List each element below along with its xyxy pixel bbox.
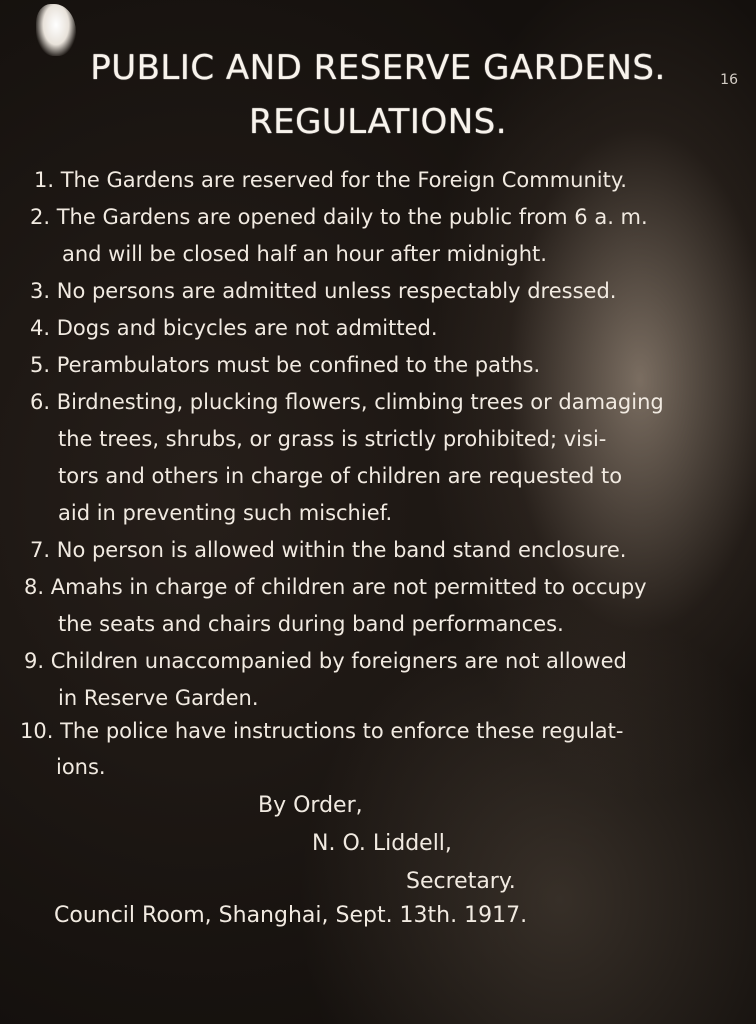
regulation-8 [24, 575, 647, 599]
regulation-number: 7. [30, 538, 51, 562]
place-and-date: Council Room, Shanghai, Sept. 13th. 1917. [54, 903, 528, 928]
regulation-text: Dogs and bicycles are not admitted. [56, 316, 438, 340]
regulation-number: 5. [30, 353, 51, 377]
regulation-6 [30, 390, 664, 414]
regulation-text: Children unaccompanied by foreigners are not allowed [50, 649, 627, 673]
regulation-text: No person is allowed within the band stand enclosure. [56, 538, 627, 562]
regulation-number: 3. [30, 279, 51, 303]
regulation-10 [20, 719, 623, 743]
regulation-number: 8. [24, 575, 45, 599]
signatory-role: Secretary. [406, 869, 516, 894]
regulation-6-continued: aid in preventing such mischief. [58, 501, 393, 525]
regulation-4 [30, 316, 438, 340]
regulation-text: Amahs in charge of children are not permitted to occupy [50, 575, 647, 599]
page-number: 16 [720, 72, 738, 88]
regulation-text: Birdnesting, plucking flowers, climbing trees or damaging [56, 390, 664, 414]
regulation-5 [30, 353, 540, 377]
regulation-text: Perambulators must be confined to the paths. [56, 353, 541, 377]
regulation-9 [24, 649, 627, 673]
sign-title: PUBLIC AND RESERVE GARDENS. [90, 48, 666, 88]
regulation-6-continued: tors and others in charge of children are requested to [58, 464, 623, 488]
by-order: By Order, [258, 793, 363, 818]
regulation-text: The Gardens are reserved for the Foreign Community. [60, 168, 627, 192]
regulation-text: The police have instructions to enforce these regulat- [60, 719, 624, 743]
regulation-10-continued: ions. [56, 755, 106, 779]
regulation-2 [30, 205, 648, 229]
regulation-1 [34, 168, 627, 192]
regulation-number: 4. [30, 316, 51, 340]
regulation-number: 1. [34, 168, 55, 192]
regulation-7 [30, 538, 626, 562]
regulation-number: 10. [20, 719, 54, 743]
regulation-6-continued: the trees, shrubs, or grass is strictly prohibited; visi- [58, 427, 607, 451]
regulation-3 [30, 279, 616, 303]
regulation-8-continued: the seats and chairs during band performances. [58, 612, 564, 636]
regulation-2-continued: and will be closed half an hour after midnight. [62, 242, 547, 266]
regulation-number: 9. [24, 649, 45, 673]
regulation-text: The Gardens are opened daily to the public from 6 a. m. [56, 205, 648, 229]
regulation-number: 2. [30, 205, 51, 229]
signatory: N. O. Liddell, [312, 831, 452, 856]
regulation-text: No persons are admitted unless respectably dressed. [56, 279, 617, 303]
regulation-number: 6. [30, 390, 51, 414]
sign-subtitle: REGULATIONS. [248, 102, 508, 142]
regulation-9-continued: in Reserve Garden. [58, 686, 259, 710]
